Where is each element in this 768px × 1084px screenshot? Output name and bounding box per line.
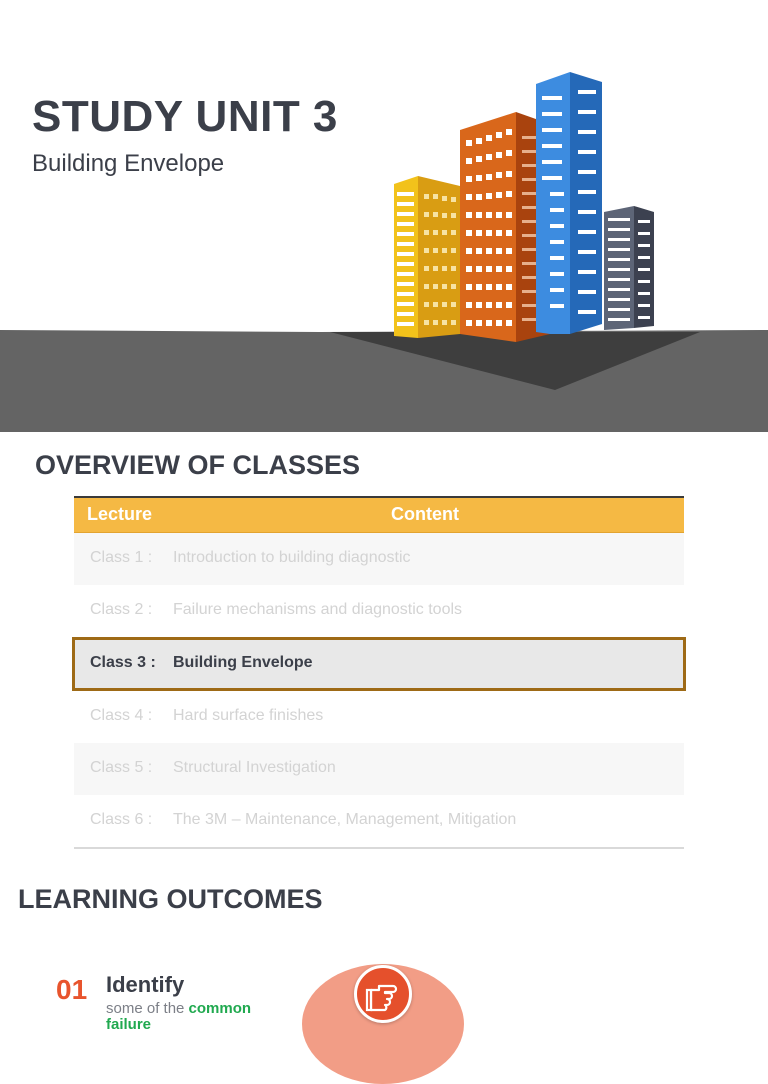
class-row-1[interactable] — [74, 533, 684, 585]
pointing-hand-icon — [354, 965, 412, 1023]
class-content: Hard surface finishes — [173, 707, 324, 724]
class-row-3-active[interactable] — [72, 637, 686, 691]
header-content: Content — [391, 504, 459, 524]
class-row-2[interactable] — [74, 585, 684, 637]
class-content: Structural Investigation — [173, 759, 336, 776]
table-bottom-rule — [74, 847, 684, 849]
outcome-text-cutoff: failure — [106, 1016, 152, 1033]
city-buildings-icon — [380, 66, 680, 356]
table-header — [74, 496, 684, 533]
outcome-text-prefix: some of the — [106, 1000, 189, 1017]
hero-banner — [0, 0, 768, 432]
pointing-hand-glyph — [357, 968, 409, 1020]
outcomes-title: LEARNING OUTCOMES — [18, 884, 323, 914]
class-content: Building Envelope — [173, 654, 313, 671]
class-label: Class 3 : — [90, 654, 156, 671]
header-lecture: Lecture — [87, 504, 153, 524]
class-label: Class 4 : — [90, 707, 153, 724]
overview-title: OVERVIEW OF CLASSES — [35, 450, 361, 480]
class-content: Failure mechanisms and diagnostic tools — [173, 601, 463, 618]
class-label: Class 2 : — [90, 601, 153, 618]
class-row-4[interactable] — [74, 691, 684, 743]
outcome-text-highlight: common — [188, 1000, 252, 1017]
unit-subtitle: Building Envelope — [32, 150, 225, 177]
outcome-heading: Identify — [106, 972, 185, 997]
class-row-5[interactable] — [74, 743, 684, 795]
class-label: Class 6 : — [90, 811, 153, 828]
outcome-number: 01 — [56, 974, 88, 1005]
classes-table — [74, 496, 684, 849]
outcome-text — [106, 1000, 251, 1017]
class-label: Class 5 : — [90, 759, 153, 776]
class-content: The 3M – Maintenance, Management, Mitigation — [173, 811, 517, 828]
class-label: Class 1 : — [90, 549, 153, 566]
class-content: Introduction to building diagnostic — [173, 549, 411, 566]
class-row-6[interactable] — [74, 795, 684, 847]
unit-title: STUDY UNIT 3 — [32, 92, 338, 141]
